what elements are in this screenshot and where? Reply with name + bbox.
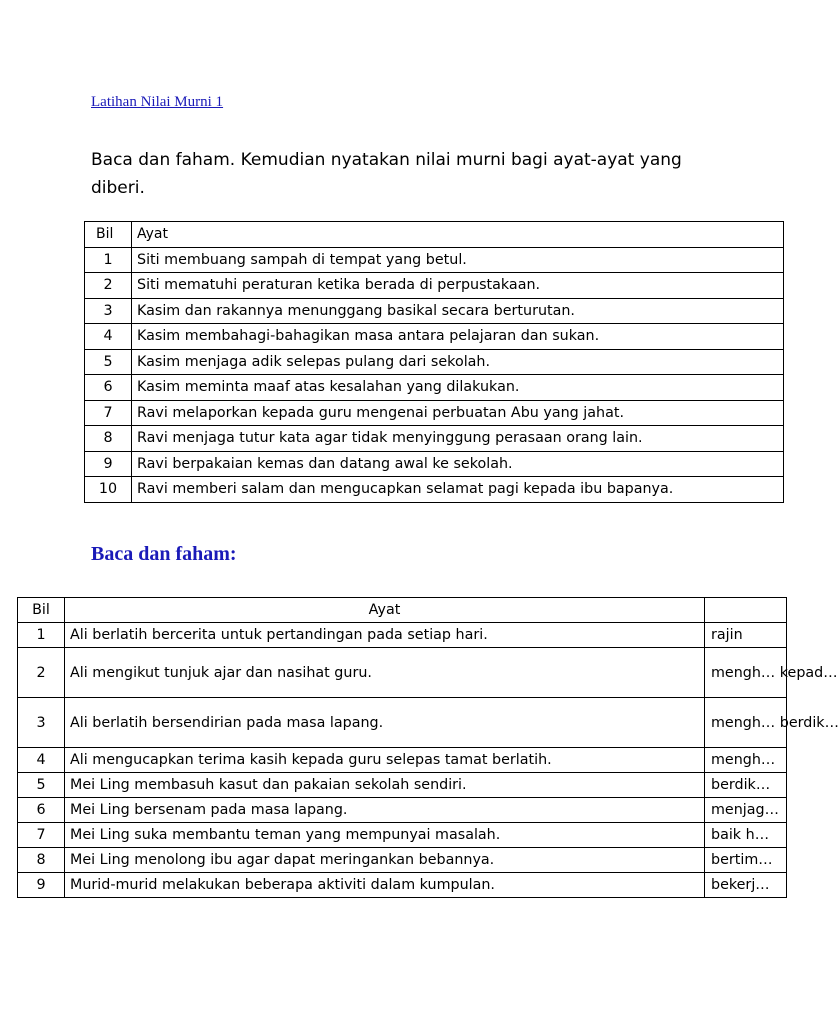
row-sentence: Siti mematuhi peraturan ketika berada di perpustakaan. — [132, 273, 784, 299]
header-bil: Bil — [85, 222, 132, 248]
table-row — [85, 426, 784, 452]
row-value: mengh… — [705, 748, 787, 773]
row-sentence: Mei Ling bersenam pada masa lapang. — [65, 798, 705, 823]
row-number: 6 — [85, 375, 132, 401]
table-row — [85, 400, 784, 426]
row-sentence: Kasim dan rakannya menunggang basikal secara berturutan. — [132, 298, 784, 324]
row-sentence: Ali mengikut tunjuk ajar dan nasihat guru. — [65, 648, 705, 698]
row-number: 10 — [85, 477, 132, 503]
row-number: 1 — [85, 247, 132, 273]
row-sentence: Murid-murid melakukan beberapa aktiviti dalam kumpulan. — [65, 873, 705, 898]
section-heading: Baca dan faham: — [91, 543, 237, 565]
row-number: 4 — [18, 748, 65, 773]
row-number: 5 — [85, 349, 132, 375]
row-value: berdik… — [705, 773, 787, 798]
table-header-row — [18, 598, 787, 623]
row-number: 9 — [85, 451, 132, 477]
row-value: bekerj… — [705, 873, 787, 898]
row-number: 8 — [85, 426, 132, 452]
header-ayat: Ayat — [65, 598, 705, 623]
table-row — [85, 247, 784, 273]
row-number: 8 — [18, 848, 65, 873]
table-row — [18, 698, 787, 748]
table-row — [18, 773, 787, 798]
table-row — [85, 298, 784, 324]
row-sentence: Mei Ling membasuh kasut dan pakaian sekolah sendiri. — [65, 773, 705, 798]
row-number: 7 — [18, 823, 65, 848]
header-ayat: Ayat — [132, 222, 784, 248]
table-row — [18, 873, 787, 898]
row-sentence: Mei Ling menolong ibu agar dapat meringankan bebannya. — [65, 848, 705, 873]
row-sentence: Ali mengucapkan terima kasih kepada guru selepas tamat berlatih. — [65, 748, 705, 773]
row-sentence: Ravi berpakaian kemas dan datang awal ke sekolah. — [132, 451, 784, 477]
table-row — [18, 798, 787, 823]
row-number: 2 — [85, 273, 132, 299]
row-number: 2 — [18, 648, 65, 698]
row-number: 9 — [18, 873, 65, 898]
table-header-row — [85, 222, 784, 248]
row-number: 4 — [85, 324, 132, 350]
page-title[interactable]: Latihan Nilai Murni 1 — [91, 94, 224, 110]
table-row — [18, 648, 787, 698]
row-number: 3 — [85, 298, 132, 324]
row-value: rajin — [705, 623, 787, 648]
row-sentence: Kasim menjaga adik selepas pulang dari sekolah. — [132, 349, 784, 375]
table-row — [85, 375, 784, 401]
row-number: 1 — [18, 623, 65, 648]
row-sentence: Siti membuang sampah di tempat yang betul. — [132, 247, 784, 273]
row-number: 3 — [18, 698, 65, 748]
table-row — [18, 748, 787, 773]
row-number: 6 — [18, 798, 65, 823]
row-value: mengh… berdik… — [705, 698, 787, 748]
table-row — [18, 823, 787, 848]
row-sentence: Kasim meminta maaf atas kesalahan yang dilakukan. — [132, 375, 784, 401]
table-row — [85, 324, 784, 350]
table-row — [85, 451, 784, 477]
exercise-table-2 — [17, 597, 839, 898]
table-row — [18, 623, 787, 648]
row-sentence: Kasim membahagi-bahagikan masa antara pelajaran dan sukan. — [132, 324, 784, 350]
row-sentence: Ravi menjaga tutur kata agar tidak menyinggung perasaan orang lain. — [132, 426, 784, 452]
header-bil: Bil — [18, 598, 65, 623]
table-row — [85, 273, 784, 299]
row-value: bertim… — [705, 848, 787, 873]
row-sentence: Ravi memberi salam dan mengucapkan selamat pagi kepada ibu bapanya. — [132, 477, 784, 503]
row-number: 7 — [85, 400, 132, 426]
row-sentence: Ali berlatih bercerita untuk pertandingan pada setiap hari. — [65, 623, 705, 648]
instruction-text: Baca dan faham. Kemudian nyatakan nilai murni bagi ayat-ayat yang diberi. — [91, 150, 682, 198]
table-row — [85, 349, 784, 375]
header-nilai — [705, 598, 787, 623]
row-value: baik h… — [705, 823, 787, 848]
row-sentence: Ali berlatih bersendirian pada masa lapang. — [65, 698, 705, 748]
table-row — [18, 848, 787, 873]
row-number: 5 — [18, 773, 65, 798]
row-value: mengh… kepad… — [705, 648, 787, 698]
exercise-table-1 — [84, 221, 784, 503]
table-row — [85, 477, 784, 503]
row-sentence: Ravi melaporkan kepada guru mengenai perbuatan Abu yang jahat. — [132, 400, 784, 426]
row-sentence: Mei Ling suka membantu teman yang mempunyai masalah. — [65, 823, 705, 848]
row-value: menjag… — [705, 798, 787, 823]
